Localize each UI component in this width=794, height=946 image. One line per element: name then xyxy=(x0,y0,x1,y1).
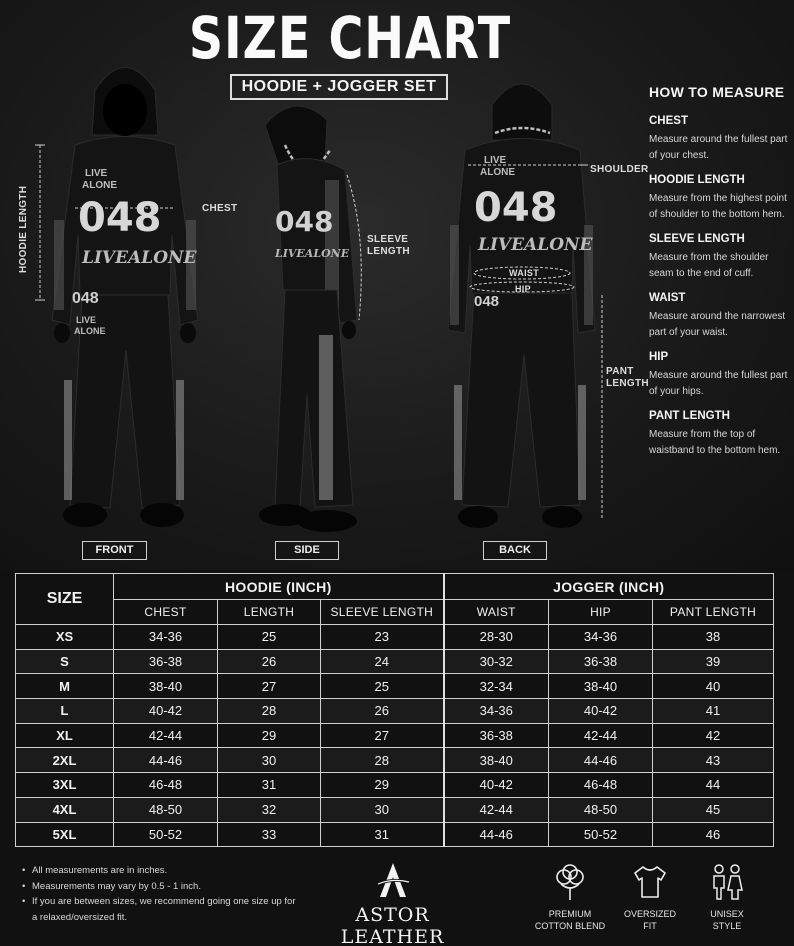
table-cell: 32 xyxy=(218,797,321,822)
table-cell: 39 xyxy=(653,649,774,674)
table-cell: 40-42 xyxy=(114,699,218,724)
table-cell: 44-46 xyxy=(549,748,653,773)
feature-label-line2: FIT xyxy=(643,921,657,931)
table-cell: 34-36 xyxy=(114,625,218,650)
back-view-figure xyxy=(440,65,605,540)
measure-item-sleeve-length xyxy=(649,233,794,282)
size-cell: 3XL xyxy=(16,773,114,798)
measure-desc: Measure around the fullest part of your hips. xyxy=(649,370,788,397)
page-subtitle: HOODIE + JOGGER SET xyxy=(230,74,448,100)
table-cell: 30 xyxy=(321,797,444,822)
feature-oversized xyxy=(620,862,680,932)
table-cell: 28 xyxy=(321,748,444,773)
column-header: HIP xyxy=(549,600,653,625)
column-header: CHEST xyxy=(114,600,218,625)
table-row xyxy=(16,797,774,822)
table-cell: 24 xyxy=(321,649,444,674)
table-cell: 29 xyxy=(321,773,444,798)
page-title: SIZE CHART xyxy=(188,4,512,72)
measure-desc: Measure from the highest point of shoulder to the bottom hem. xyxy=(649,193,787,220)
size-cell: XL xyxy=(16,723,114,748)
table-cell: 30-32 xyxy=(444,649,549,674)
column-header: PANT LENGTH xyxy=(653,600,774,625)
table-cell: 42-44 xyxy=(114,723,218,748)
hoodie-length-label: HOODIE LENGTH xyxy=(18,185,29,273)
table-row xyxy=(16,625,774,650)
front-pant-print-small-1: LIVE xyxy=(76,315,97,325)
table-cell: 38-40 xyxy=(444,748,549,773)
back-view-label: BACK xyxy=(483,541,547,560)
shoulder-label: SHOULDER xyxy=(590,164,649,175)
table-row xyxy=(16,699,774,724)
measure-heading: CHEST xyxy=(649,115,688,127)
measure-desc: Measure around the fullest part of your chest. xyxy=(649,134,788,161)
table-cell: 34-36 xyxy=(549,625,653,650)
table-cell: 38 xyxy=(653,625,774,650)
measure-heading: SLEEVE LENGTH xyxy=(649,233,745,245)
measure-heading: WAIST xyxy=(649,292,686,304)
tshirt-icon xyxy=(630,862,670,902)
measure-heading: PANT LENGTH xyxy=(649,410,730,422)
table-cell: 44-46 xyxy=(114,748,218,773)
feature-label-line1: PREMIUM xyxy=(548,909,592,919)
back-model-illustration xyxy=(440,65,605,540)
table-cell: 26 xyxy=(218,649,321,674)
footnotes-list xyxy=(22,863,302,925)
back-print-word: LIVEALONE xyxy=(478,235,593,255)
table-cell: 43 xyxy=(653,748,774,773)
table-cell: 30 xyxy=(218,748,321,773)
table-cell: 40-42 xyxy=(549,699,653,724)
measure-item-hoodie-length xyxy=(649,174,794,223)
hoodie-group-header: HOODIE (INCH) xyxy=(114,574,444,600)
footnote-item: • If you are between sizes, we recommend going one size up for a relaxed/oversized fit. xyxy=(22,894,302,925)
measure-heading: HOODIE LENGTH xyxy=(649,174,745,186)
back-pant-print-number: 048 xyxy=(474,293,500,310)
size-cell: 2XL xyxy=(16,748,114,773)
table-cell: 42-44 xyxy=(549,723,653,748)
table-cell: 48-50 xyxy=(549,797,653,822)
table-cell: 36-38 xyxy=(444,723,549,748)
table-cell: 23 xyxy=(321,625,444,650)
measure-item-chest xyxy=(649,115,794,164)
table-cell: 28-30 xyxy=(444,625,549,650)
table-cell: 34-36 xyxy=(444,699,549,724)
front-print-word: LIVEALONE xyxy=(82,248,197,268)
pant-length-label-line1: PANT xyxy=(606,366,634,377)
table-cell: 46 xyxy=(653,822,774,847)
table-cell: 25 xyxy=(321,674,444,699)
brand-logo-a-icon xyxy=(373,860,413,900)
jogger-group-header: JOGGER (INCH) xyxy=(444,574,774,600)
size-table xyxy=(15,573,774,847)
table-cell: 32-34 xyxy=(444,674,549,699)
front-pant-print-small-2: ALONE xyxy=(74,326,106,336)
side-model-illustration xyxy=(245,95,375,540)
feature-label-line2: COTTON BLEND xyxy=(534,921,606,931)
table-row xyxy=(16,773,774,798)
measure-item-pant-length xyxy=(649,410,794,459)
table-cell: 42-44 xyxy=(444,797,549,822)
size-cell: M xyxy=(16,674,114,699)
back-print-small-2: ALONE xyxy=(480,167,515,178)
measure-item-hip xyxy=(649,351,794,400)
sleeve-length-label-line1: SLEEVE xyxy=(367,234,409,245)
table-cell: 38-40 xyxy=(549,674,653,699)
table-cell: 27 xyxy=(321,723,444,748)
column-header: SLEEVE LENGTH xyxy=(321,600,444,625)
front-pant-print-number: 048 xyxy=(72,290,99,307)
measure-item-waist xyxy=(649,292,794,341)
table-cell: 31 xyxy=(218,773,321,798)
table-cell: 33 xyxy=(218,822,321,847)
size-table-body xyxy=(16,625,774,847)
measure-desc: Measure from the shoulder seam to the end of cuff. xyxy=(649,252,769,279)
measure-desc: Measure around the narrowest part of your waist. xyxy=(649,311,786,338)
footnote-item: • All measurements are in inches. xyxy=(22,863,302,879)
table-cell: 40 xyxy=(653,674,774,699)
front-view-label: FRONT xyxy=(82,541,147,560)
feature-unisex xyxy=(700,862,754,932)
chest-label: CHEST xyxy=(202,203,238,214)
feature-label xyxy=(534,908,606,932)
table-cell: 29 xyxy=(218,723,321,748)
table-cell: 36-38 xyxy=(549,649,653,674)
feature-label-line2: STYLE xyxy=(712,921,742,931)
measure-desc: Measure from the top of waistband to the bottom hem. xyxy=(649,429,781,456)
footnote-item: • Measurements may vary by 0.5 - 1 inch. xyxy=(22,879,302,895)
side-view-label: SIDE xyxy=(275,541,339,560)
cotton-icon xyxy=(550,862,590,902)
hip-label: HIP xyxy=(515,284,531,294)
table-cell: 40-42 xyxy=(444,773,549,798)
table-cell: 36-38 xyxy=(114,649,218,674)
waist-label: WAIST xyxy=(509,268,539,278)
size-cell: XS xyxy=(16,625,114,650)
table-cell: 45 xyxy=(653,797,774,822)
table-cell: 48-50 xyxy=(114,797,218,822)
table-cell: 42 xyxy=(653,723,774,748)
table-row xyxy=(16,748,774,773)
unisex-icon xyxy=(707,862,747,902)
feature-cotton xyxy=(534,862,606,932)
table-cell: 50-52 xyxy=(114,822,218,847)
size-column-header: SIZE xyxy=(16,574,114,625)
size-cell: L xyxy=(16,699,114,724)
feature-label-line1: UNISEX xyxy=(710,909,744,919)
column-header: LENGTH xyxy=(218,600,321,625)
table-row xyxy=(16,822,774,847)
measure-heading: HIP xyxy=(649,351,669,363)
table-row xyxy=(16,674,774,699)
table-cell: 27 xyxy=(218,674,321,699)
pant-length-label xyxy=(606,366,649,390)
size-cell: S xyxy=(16,649,114,674)
size-cell: 4XL xyxy=(16,797,114,822)
front-print-small-2: ALONE xyxy=(82,180,117,191)
table-cell: 44-46 xyxy=(444,822,549,847)
table-cell: 44 xyxy=(653,773,774,798)
brand-name: ASTOR LEATHER xyxy=(340,904,445,946)
brand-block xyxy=(305,860,480,946)
sleeve-length-label-line2: LENGTH xyxy=(367,246,410,257)
back-print-number: 048 xyxy=(474,185,558,231)
how-to-measure-panel xyxy=(649,84,794,469)
table-row xyxy=(16,649,774,674)
feature-label-line1: OVERSIZED xyxy=(623,909,676,919)
size-cell: 5XL xyxy=(16,822,114,847)
front-model-illustration xyxy=(30,50,220,540)
front-print-number: 048 xyxy=(78,195,162,241)
pant-length-label-line2: LENGTH xyxy=(606,378,649,389)
table-cell: 50-52 xyxy=(549,822,653,847)
table-cell: 46-48 xyxy=(549,773,653,798)
table-cell: 31 xyxy=(321,822,444,847)
back-print-small-1: LIVE xyxy=(484,155,507,166)
table-row xyxy=(16,723,774,748)
side-print-word: LIVEALONE xyxy=(275,247,350,260)
side-print-number: 048 xyxy=(275,205,334,238)
feature-label xyxy=(700,908,754,932)
column-header: WAIST xyxy=(444,600,549,625)
table-cell: 38-40 xyxy=(114,674,218,699)
front-view-figure xyxy=(30,50,220,540)
size-table-wrapper xyxy=(15,573,773,847)
front-print-small-1: LIVE xyxy=(85,168,108,179)
brand-logo xyxy=(373,860,413,900)
feature-label xyxy=(620,908,680,932)
table-cell: 26 xyxy=(321,699,444,724)
side-view-figure xyxy=(245,95,375,540)
sleeve-length-label xyxy=(367,234,410,258)
table-cell: 41 xyxy=(653,699,774,724)
how-to-measure-title: HOW TO MEASURE xyxy=(649,84,785,100)
table-cell: 46-48 xyxy=(114,773,218,798)
table-cell: 28 xyxy=(218,699,321,724)
table-cell: 25 xyxy=(218,625,321,650)
